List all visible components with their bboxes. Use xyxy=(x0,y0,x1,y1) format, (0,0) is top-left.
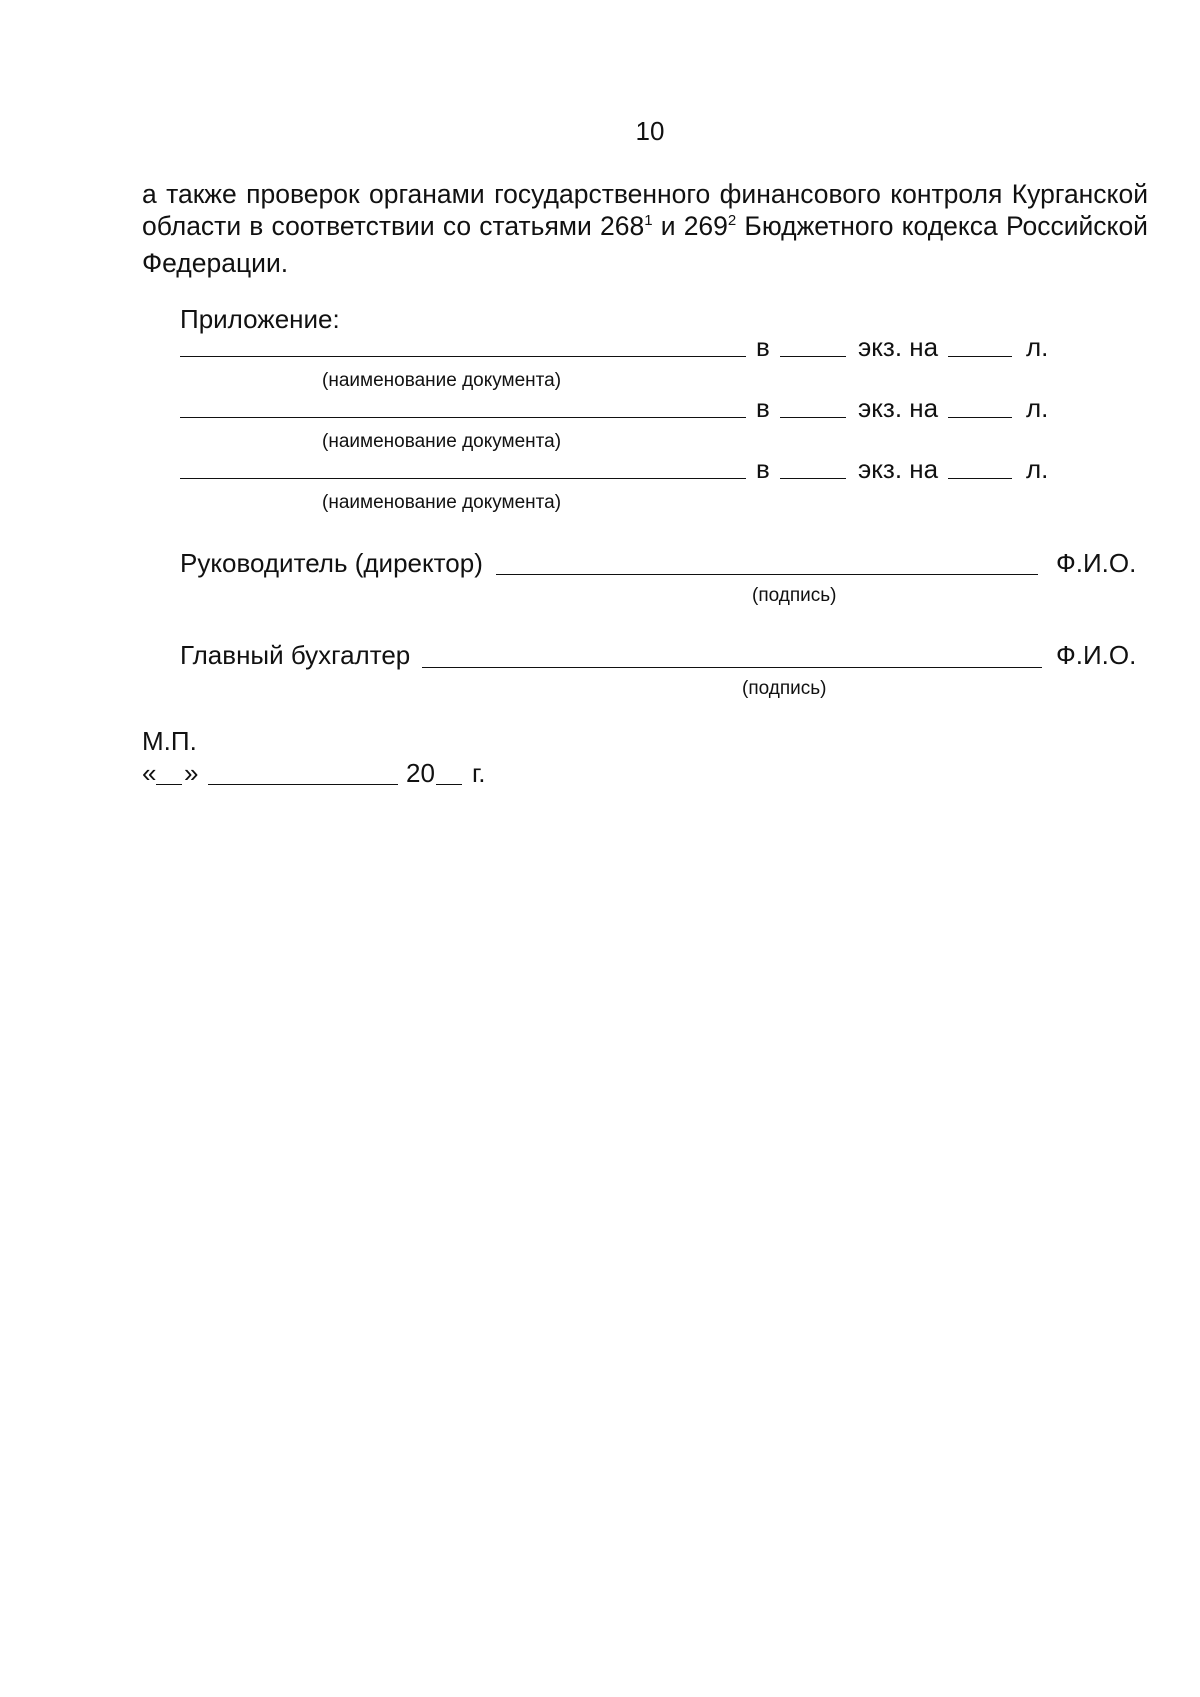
attachment-1-copies-field[interactable] xyxy=(780,356,846,357)
attachment-1-document-name-field[interactable] xyxy=(180,356,746,357)
attachment-1-in-label: в xyxy=(756,332,770,362)
superscript-1: 1 xyxy=(644,212,653,229)
date-day-field[interactable] xyxy=(156,784,182,785)
attachment-1-copies-label: экз. на xyxy=(858,332,939,362)
accountant-label: Главный бухгалтер xyxy=(180,640,411,670)
attachment-1-pages-label: л. xyxy=(1026,332,1049,362)
director-signature-caption: (подпись) xyxy=(752,585,837,606)
attachment-1-caption: (наименование документа) xyxy=(322,370,562,391)
attachment-2-pages-label: л. xyxy=(1026,393,1049,423)
attachment-1-pages-field[interactable] xyxy=(948,356,1012,357)
page-number: 10 xyxy=(635,116,665,146)
director-label: Руководитель (директор) xyxy=(180,548,483,578)
date-quote-open: « xyxy=(142,758,157,788)
attachment-3-document-name-field[interactable] xyxy=(180,478,746,479)
director-signature-field[interactable] xyxy=(496,574,1038,575)
paragraph-line-2-part-c: Бюджетного кодекса Российской xyxy=(736,211,1148,241)
attachment-3-copies-field[interactable] xyxy=(780,478,846,479)
attachment-2-copies-label: экз. на xyxy=(858,393,939,423)
superscript-2: 2 xyxy=(727,212,737,229)
attachment-3-copies-label: экз. на xyxy=(858,454,939,484)
attachment-3-caption: (наименование документа) xyxy=(322,492,562,513)
date-month-field[interactable] xyxy=(208,784,398,785)
attachment-2-document-name-field[interactable] xyxy=(180,417,746,418)
attachment-2-caption: (наименование документа) xyxy=(322,431,562,452)
attachment-3-pages-label: л. xyxy=(1026,454,1049,484)
attachment-title: Приложение: xyxy=(180,304,340,334)
accountant-signature-caption: (подпись) xyxy=(742,678,827,699)
date-year-prefix: 20 xyxy=(406,758,435,788)
director-fio: Ф.И.О. xyxy=(1056,548,1137,578)
attachment-3-in-label: в xyxy=(756,454,770,484)
attachment-2-pages-field[interactable] xyxy=(948,417,1012,418)
attachment-2-copies-field[interactable] xyxy=(780,417,846,418)
paragraph-line-3: Федерации. xyxy=(142,248,289,278)
attachment-3-pages-field[interactable] xyxy=(948,478,1012,479)
accountant-signature-field[interactable] xyxy=(422,667,1042,668)
paragraph-line-2-part-a: области в соответствии со статьями 268 xyxy=(142,211,645,241)
attachment-2-in-label: в xyxy=(756,393,770,423)
stamp-label: М.П. xyxy=(142,726,197,756)
date-year-suffix: г. xyxy=(472,758,486,788)
accountant-fio: Ф.И.О. xyxy=(1056,640,1137,670)
paragraph-line-2 xyxy=(142,210,1148,247)
date-quote-close: » xyxy=(184,758,199,788)
date-year-field[interactable] xyxy=(436,784,462,785)
body-paragraph xyxy=(142,178,1148,279)
paragraph-line-2-part-b: и 269 xyxy=(652,211,728,241)
paragraph-line-1: а также проверок органами государственного финансового контроля Курганской xyxy=(142,179,1148,209)
